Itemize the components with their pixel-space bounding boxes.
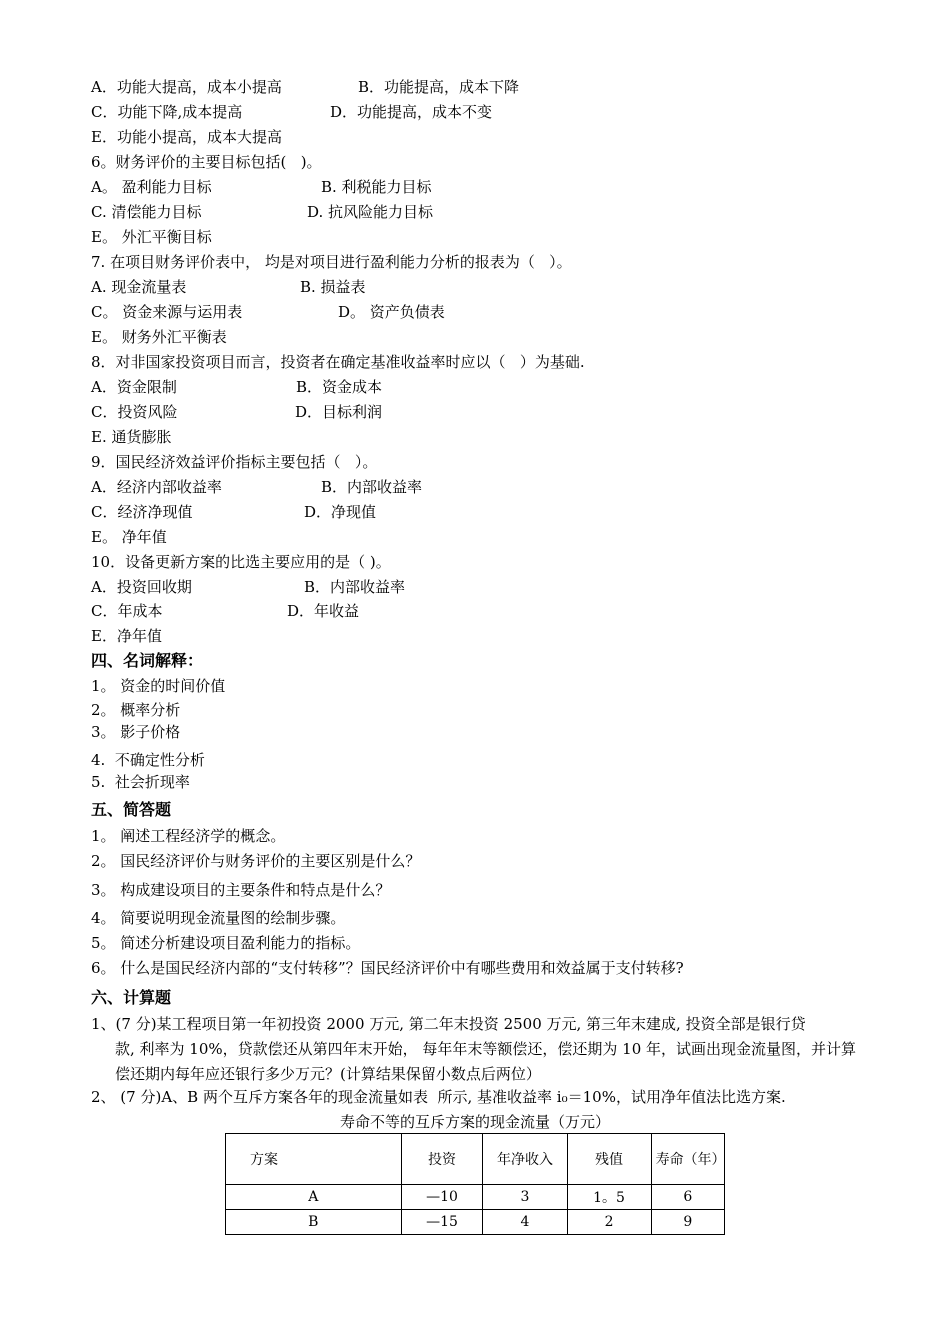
table-header-cell: 寿命（年） <box>651 1134 724 1185</box>
term-item: 3。 影子价格 <box>91 723 181 741</box>
table-cell: A <box>226 1185 402 1210</box>
short-answer-item: 1。 阐述工程经济学的概念。 <box>91 827 286 845</box>
q9-option-b: B．内部收益率 <box>321 478 423 496</box>
q8-option-e: E. 通货膨胀 <box>91 428 172 446</box>
table-cell: —10 <box>401 1185 483 1210</box>
term-item: 1。 资金的时间价值 <box>91 677 226 695</box>
q9-stem: 9．国民经济效益评价指标主要包括（ ）。 <box>91 453 378 471</box>
q7-option-d: D。 资产负债表 <box>338 303 445 321</box>
short-answer-item: 6。 什么是国民经济内部的“支付转移”？国民经济评价中有哪些费用和效益属于支付转移? <box>91 959 684 977</box>
table-header-row <box>226 1134 725 1185</box>
q9-option-d: D．净现值 <box>304 503 377 521</box>
q5-option-a: A．功能大提高，成本小提高 <box>91 78 282 96</box>
term-item: 2。 概率分析 <box>91 701 181 719</box>
table-header-cell: 方案 <box>226 1134 402 1185</box>
q5-option-b: B．功能提高，成本下降 <box>358 78 520 96</box>
q5-option-e: E．功能小提高，成本大提高 <box>91 128 282 146</box>
q10-stem: 10．设备更新方案的比选主要应用的是（ )。 <box>91 553 391 571</box>
calc-problem-1-first-line: 1、(7 分)某工程项目第一年初投资 2000 万元, 第二年末投资 2500 万元, 第三年末建成, 投资全部是银行贷 <box>91 1015 806 1033</box>
q10-option-d: D．年收益 <box>287 602 360 620</box>
q10-option-c: C．年成本 <box>91 602 163 620</box>
short-answer-item: 3。 构成建设项目的主要条件和特点是什么？ <box>91 881 391 899</box>
calc-problem-1-continuation: 款, 利率为 10%，贷款偿还从第四年末开始， 每年年末等额偿还，偿还期为 10 年，试画出现金流量图，并计算偿还期内每年应还银行多少万元？(计算结果保留小数点后两位） <box>115 1040 857 1083</box>
table-cell: B <box>226 1210 402 1235</box>
table-header-cell: 年净收入 <box>483 1134 567 1185</box>
q7-option-c: C。 资金来源与运用表 <box>91 303 243 321</box>
table-cell: 1。5 <box>567 1185 651 1210</box>
q10-option-b: B．内部收益率 <box>304 578 406 596</box>
table-row <box>226 1185 725 1210</box>
q6-option-a: A。 盈利能力目标 <box>91 178 212 196</box>
q8-option-c: C．投资风险 <box>91 403 178 421</box>
short-answer-item: 5。 简述分析建设项目盈利能力的指标。 <box>91 934 361 952</box>
calc-problem-2: 2、 (7 分)A、B 两个互斥方案各年的现金流量如表 所示, 基准收益率 i₀＝10%，试用净年值法比选方案. <box>91 1088 786 1106</box>
q8-option-d: D．目标利润 <box>295 403 383 421</box>
table-cell: 9 <box>651 1210 724 1235</box>
q7-stem: 7. 在项目财务评价表中， 均是对项目进行盈利能力分析的报表为（ ）。 <box>91 253 572 271</box>
q10-option-a: A．投资回收期 <box>91 578 192 596</box>
q6-option-d: D. 抗风险能力目标 <box>307 203 434 221</box>
q8-option-b: B．资金成本 <box>296 378 383 396</box>
table-header-cell: 残值 <box>567 1134 651 1185</box>
section-heading-calculation: 六、计算题 <box>91 988 172 1007</box>
q5-option-c: C．功能下降,成本提高 <box>91 103 243 121</box>
q6-option-c: C. 清偿能力目标 <box>91 203 202 221</box>
q7-option-e: E。 财务外汇平衡表 <box>91 328 227 346</box>
table-header-cell: 投资 <box>401 1134 483 1185</box>
table-cell: 2 <box>567 1210 651 1235</box>
calc-problem-1 <box>91 1012 861 1087</box>
q5-option-d: D．功能提高，成本不变 <box>330 103 493 121</box>
q9-option-c: C．经济净现值 <box>91 503 193 521</box>
q9-option-a: A．经济内部收益率 <box>91 478 222 496</box>
q6-option-b: B. 利税能力目标 <box>321 178 432 196</box>
q6-option-e: E。 外汇平衡目标 <box>91 228 212 246</box>
term-item: 4. 不确定性分析 <box>91 751 205 769</box>
table-cell: 3 <box>483 1185 567 1210</box>
short-answer-item: 2。 国民经济评价与财务评价的主要区别是什么？ <box>91 852 421 870</box>
q8-option-a: A．资金限制 <box>91 378 177 396</box>
section-heading-short-answer: 五、简答题 <box>91 800 172 819</box>
table-cell: 6 <box>651 1185 724 1210</box>
q10-option-e: E．净年值 <box>91 627 162 645</box>
table-cell: 4 <box>483 1210 567 1235</box>
q8-stem: 8．对非国家投资项目而言，投资者在确定基准收益率时应以（ ）为基础. <box>91 353 585 371</box>
q9-option-e: E。 净年值 <box>91 528 167 546</box>
table-row <box>226 1210 725 1235</box>
q7-option-b: B. 损益表 <box>300 278 366 296</box>
section-heading-terms: 四、名词解释： <box>91 651 204 670</box>
q6-stem: 6。财务评价的主要目标包括( )。 <box>91 153 322 171</box>
table-caption: 寿命不等的互斥方案的现金流量（万元） <box>339 1113 610 1131</box>
table-cell: —15 <box>401 1210 483 1235</box>
term-item: 5. 社会折现率 <box>91 773 190 791</box>
short-answer-item: 4。 简要说明现金流量图的绘制步骤。 <box>91 909 346 927</box>
cash-flow-table <box>225 1133 725 1235</box>
q7-option-a: A. 现金流量表 <box>91 278 187 296</box>
